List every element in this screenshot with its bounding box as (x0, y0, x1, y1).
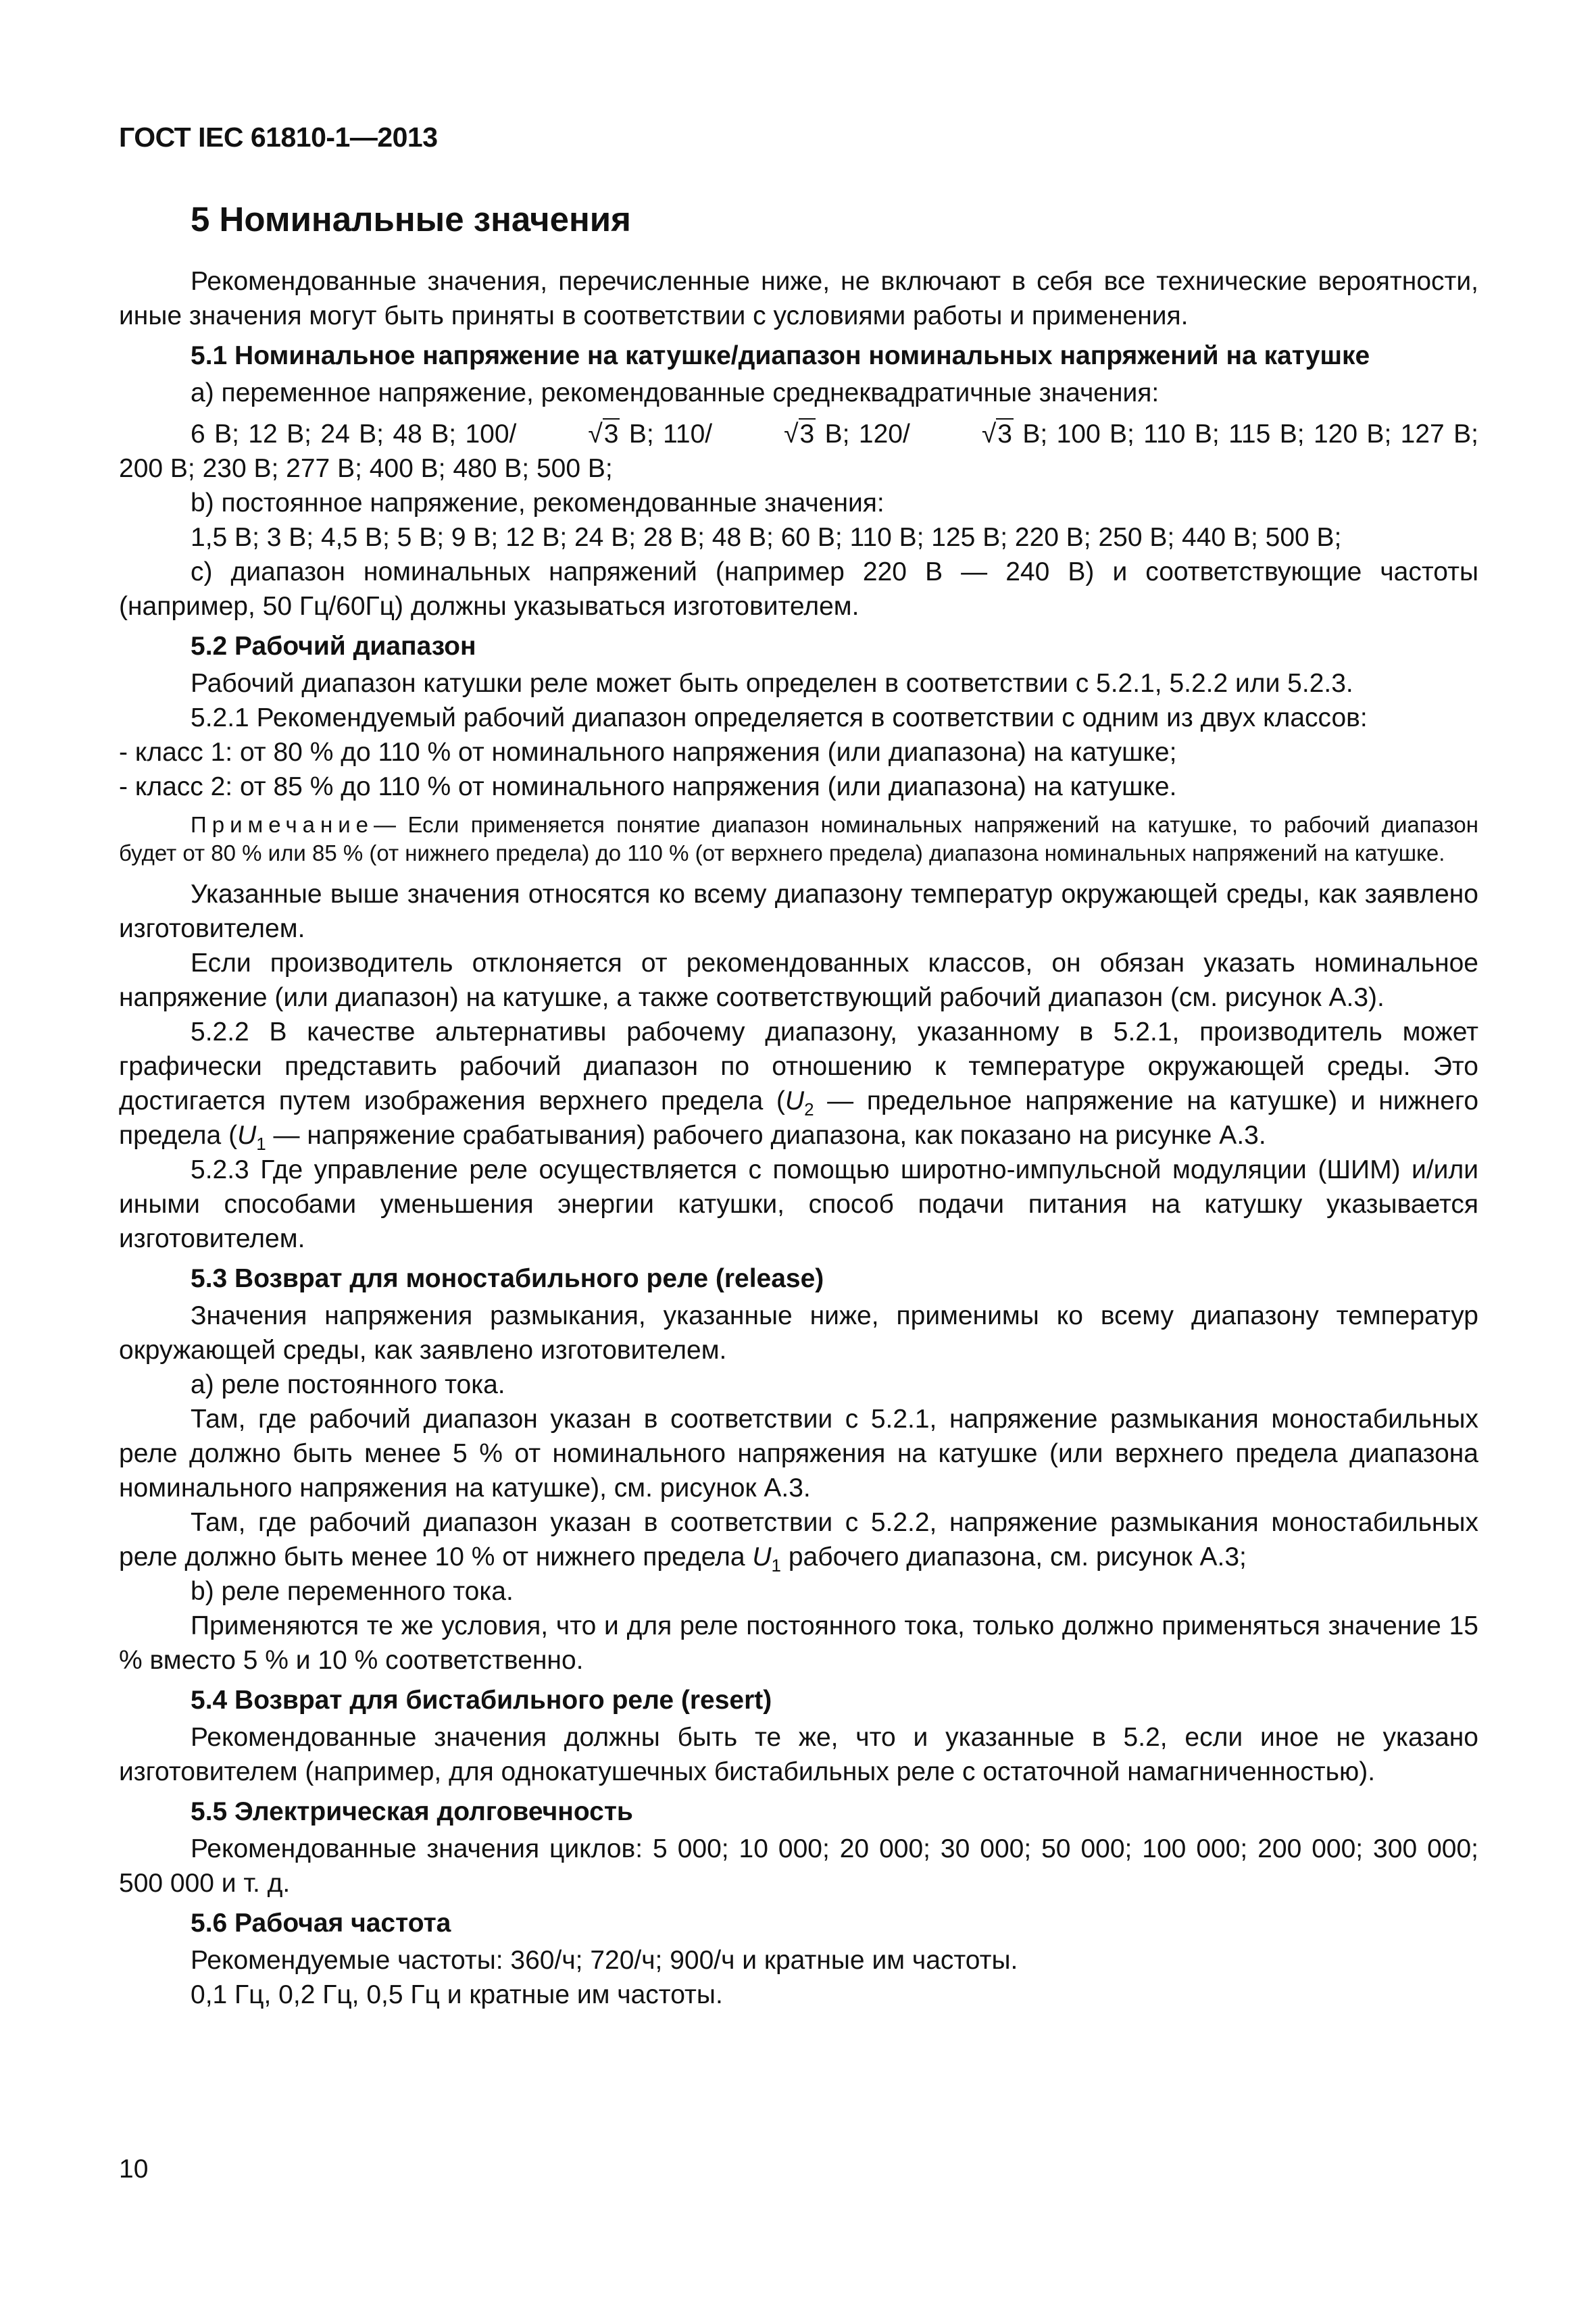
ac-values-start: 6 В; 12 В; 24 В; 48 В; 100/ (191, 420, 517, 449)
s54-paragraph: Рекомендованные значения должны быть те же, что и указанные в 5.2, если иное не указано изготовителем (например, для однокатушечных бистабильных реле с остаточной намагниченностью). (119, 1723, 1478, 1786)
note-label: Примечание (191, 812, 374, 837)
text-run: — напряжение срабатывания) рабочего диапазона, как показано на рисунке А.3. (266, 1121, 1266, 1150)
s52-paragraph: Если производитель отклоняется от рекомендованных классов, он обязан указать номинальное напряжение (или диапазон) на катушке, а также соответствующий рабочий диапазон (см. рисунок А.3). (119, 949, 1478, 1012)
s522-paragraph (119, 1015, 1478, 1153)
section-5-4-title: 5.4 Возврат для бистабильного реле (resert) (191, 1686, 772, 1715)
u2-subscript: 2 (804, 1099, 814, 1120)
section-5-5-title: 5.5 Электрическая долговечность (191, 1797, 633, 1826)
s51-item-a: а) переменное напряжение, рекомендованные среднеквадратичные значения: (191, 378, 1159, 407)
section-5-title: 5 Номинальные значения (191, 200, 631, 238)
s52-paragraph: Указанные выше значения относятся ко всему диапазону температур окружающей среды, как заявлено изготовителем. (119, 880, 1478, 943)
document-body (119, 199, 1478, 2012)
u1-subscript: 1 (256, 1133, 266, 1154)
document-header: ГОСТ IEC 61810-1—2013 (119, 122, 438, 153)
sqrt-radicand: 3 (603, 420, 619, 449)
section-5-intro: Рекомендованные значения, перечисленные ниже, не включают в себя все технические вероятности, иные значения могут быть приняты в соответствии с условиями работы и применения. (119, 267, 1478, 330)
s53-paragraph: Значения напряжения размыкания, указанные ниже, применимы ко всему диапазону температур окружающей среды, как заявлено изготовителем. (119, 1301, 1478, 1365)
sqrt-radicand: 3 (799, 420, 815, 449)
s52-paragraph: Рабочий диапазон катушки реле может быть определен в соответствии с 5.2.1, 5.2.2 или 5.2.3. (191, 669, 1353, 698)
s521-paragraph: 5.2.1 Рекомендуемый рабочий диапазон определяется в соответствии с одним из двух классов: (191, 703, 1368, 732)
s55-paragraph: Рекомендованные значения циклов: 5 000; 10 000; 20 000; 30 000; 50 000; 100 000; 200 000; 300 000; 500 000 и т. д. (119, 1834, 1478, 1898)
s53-item-a: а) реле постоянного тока. (191, 1370, 505, 1399)
text-run: рабочего диапазона, см. рисунок А.3; (781, 1542, 1247, 1571)
section-5-6-title: 5.6 Рабочая частота (191, 1909, 451, 1938)
note-text: — Если применяется понятие диапазон номинальных напряжений на катушке, то рабочий диапазон будет от 80 % или 85 % (от нижнего предела) до 110 % (от верхнего предела) диапазона номинальных напряжений на катушке. (119, 812, 1478, 865)
u1-symbol: U (752, 1542, 772, 1571)
s53-paragraph: Там, где рабочий диапазон указан в соответствии с 5.2.1, напряжение размыкания моностабильных реле должно быть менее 5 % от номинального напряжения на катушке (или верхнего предела диапазона номинального напряжения на катушке), см. рисунок А.3. (119, 1405, 1478, 1503)
text-run: 5.2.2 В качестве альтернативы рабочему диапазону, указанному в 5.2.1, производитель может графически представить рабочий диапазон по отношению к температуре окружающей среды. Это достигается путем изображения верхнего предела ( (119, 1017, 1478, 1115)
sqrt-symbol: √3 (784, 420, 815, 449)
section-5-2-title: 5.2 Рабочий диапазон (191, 632, 476, 661)
s51-dc-values: 1,5 В; 3 В; 4,5 В; 5 В; 9 В; 12 В; 24 В; 28 В; 48 В; 60 В; 110 В; 125 В; 220 В; 250 В; 440 В; 500 В; (191, 523, 1342, 552)
section-5-1-title: 5.1 Номинальное напряжение на катушке/диапазон номинальных напряжений на катушке (191, 341, 1370, 370)
ac-values-mid1: В; 110/ (620, 420, 713, 449)
class-1-item: - класс 1: от 80 % до 110 % от номинального напряжения (или диапазона) на катушке; (119, 738, 1177, 767)
text-run: — предельное напряжение на катушке) и нижнего предела ( (119, 1086, 1479, 1150)
note (119, 811, 1478, 867)
s53-item-b: b) реле переменного тока. (191, 1577, 514, 1606)
s53-paragraph (119, 1505, 1478, 1574)
page-number: 10 (119, 2155, 149, 2184)
s53-paragraph: Применяются те же условия, что и для реле постоянного тока, только должно применяться значение 15 % вместо 5 % и 10 % соответственно. (119, 1611, 1478, 1675)
sqrt-symbol: √3 (588, 420, 619, 449)
class-2-item: - класс 2: от 85 % до 110 % от номинального напряжения (или диапазона) на катушке. (119, 772, 1177, 801)
s523-paragraph: 5.2.3 Где управление реле осуществляется с помощью широтно-импульсной модуляции (ШИМ) и/или иными способами уменьшения энергии катушки, способ подачи питания на катушку указывается изготовителем. (119, 1155, 1478, 1253)
s56-paragraph: Рекомендуемые частоты: 360/ч; 720/ч; 900/ч и кратные им частоты. (191, 1946, 1018, 1975)
text-run: Там, где рабочий диапазон указан в соответствии с 5.2.2, напряжение размыкания моностабильных реле должно быть менее 10 % от нижнего предела (119, 1508, 1478, 1571)
s56-paragraph: 0,1 Гц, 0,2 Гц, 0,5 Гц и кратные им частоты. (191, 1980, 723, 2009)
ac-values-mid2: В; 120/ (816, 420, 910, 449)
s51-item-b: b) постоянное напряжение, рекомендованные значения: (191, 488, 884, 518)
sqrt-radicand: 3 (997, 420, 1012, 449)
u2-symbol: U (784, 1086, 805, 1115)
ac-values-end: В; 100 В; 110 В; 115 В; 120 В; 127 В; 200 В; 230 В; 277 В; 400 В; 480 В; 500 В; (119, 420, 1479, 483)
s51-ac-values (119, 417, 1478, 486)
u1-symbol: U (237, 1121, 257, 1150)
u1-subscript: 1 (771, 1555, 782, 1576)
sqrt-symbol: √3 (981, 420, 1012, 449)
s51-item-c: с) диапазон номинальных напряжений (например 220 В — 240 В) и соответствующие частоты (например, 50 Гц/60Гц) должны указываться изготовителем. (119, 557, 1478, 621)
section-5-3-title: 5.3 Возврат для моностабильного реле (release) (191, 1264, 824, 1293)
